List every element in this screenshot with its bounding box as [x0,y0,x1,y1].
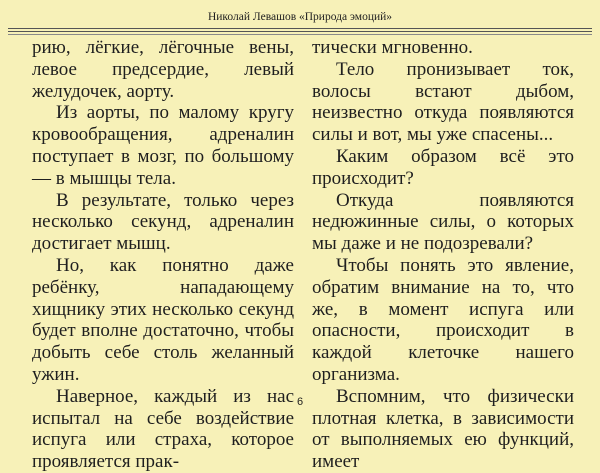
paragraph: тически мгновенно. [312,37,473,58]
paragraph: В результате, только через несколько секунд, адреналин достигает мышц. [32,189,294,255]
paragraph: Тело пронизывает ток, волосы встают дыбом, неизвестно откуда появляются силы и вот, мы уже спасены... [312,58,574,146]
paragraph: Чтобы понять это явление, обратим внимание на то, что же, в момент испуга или опасности, происходит в каждой клеточке нашего организма. [312,254,574,385]
paragraph: Из аорты, по малому кругу кровообращения, адреналин поступает в мозг, по большому — в мышцы тела. [32,102,294,189]
paragraph: рию, лёгкие, лёгочные вены, левое предсердие, левый желудочек, аорту. [32,37,294,102]
paragraph: Вспомним, что физически плотная клетка, в зависимости от выполняемых ею функций, имеет [312,385,574,473]
header-rule-bottom [8,34,592,35]
paragraph: Откуда появляются недюжинные силы, о которых мы даже и не подозревали? [312,189,574,255]
header-rule-top [8,28,592,29]
page-header: Николай Левашов «Природа эмоций» [207,11,393,23]
header-rule-middle [8,31,592,32]
paragraph: Но, как понятно даже ребёнку, нападающему хищнику этих несколько секунд будет вполне достаточно, чтобы добыть себе столь желанный ужин. [32,254,294,385]
paragraph: Наверное, каждый из нас испытал на себе воздействие испуга или страха, которое проявляется прак- [32,385,294,473]
page-number: 6 [296,396,304,408]
paragraph: Каким образом всё это происходит? [312,145,574,189]
